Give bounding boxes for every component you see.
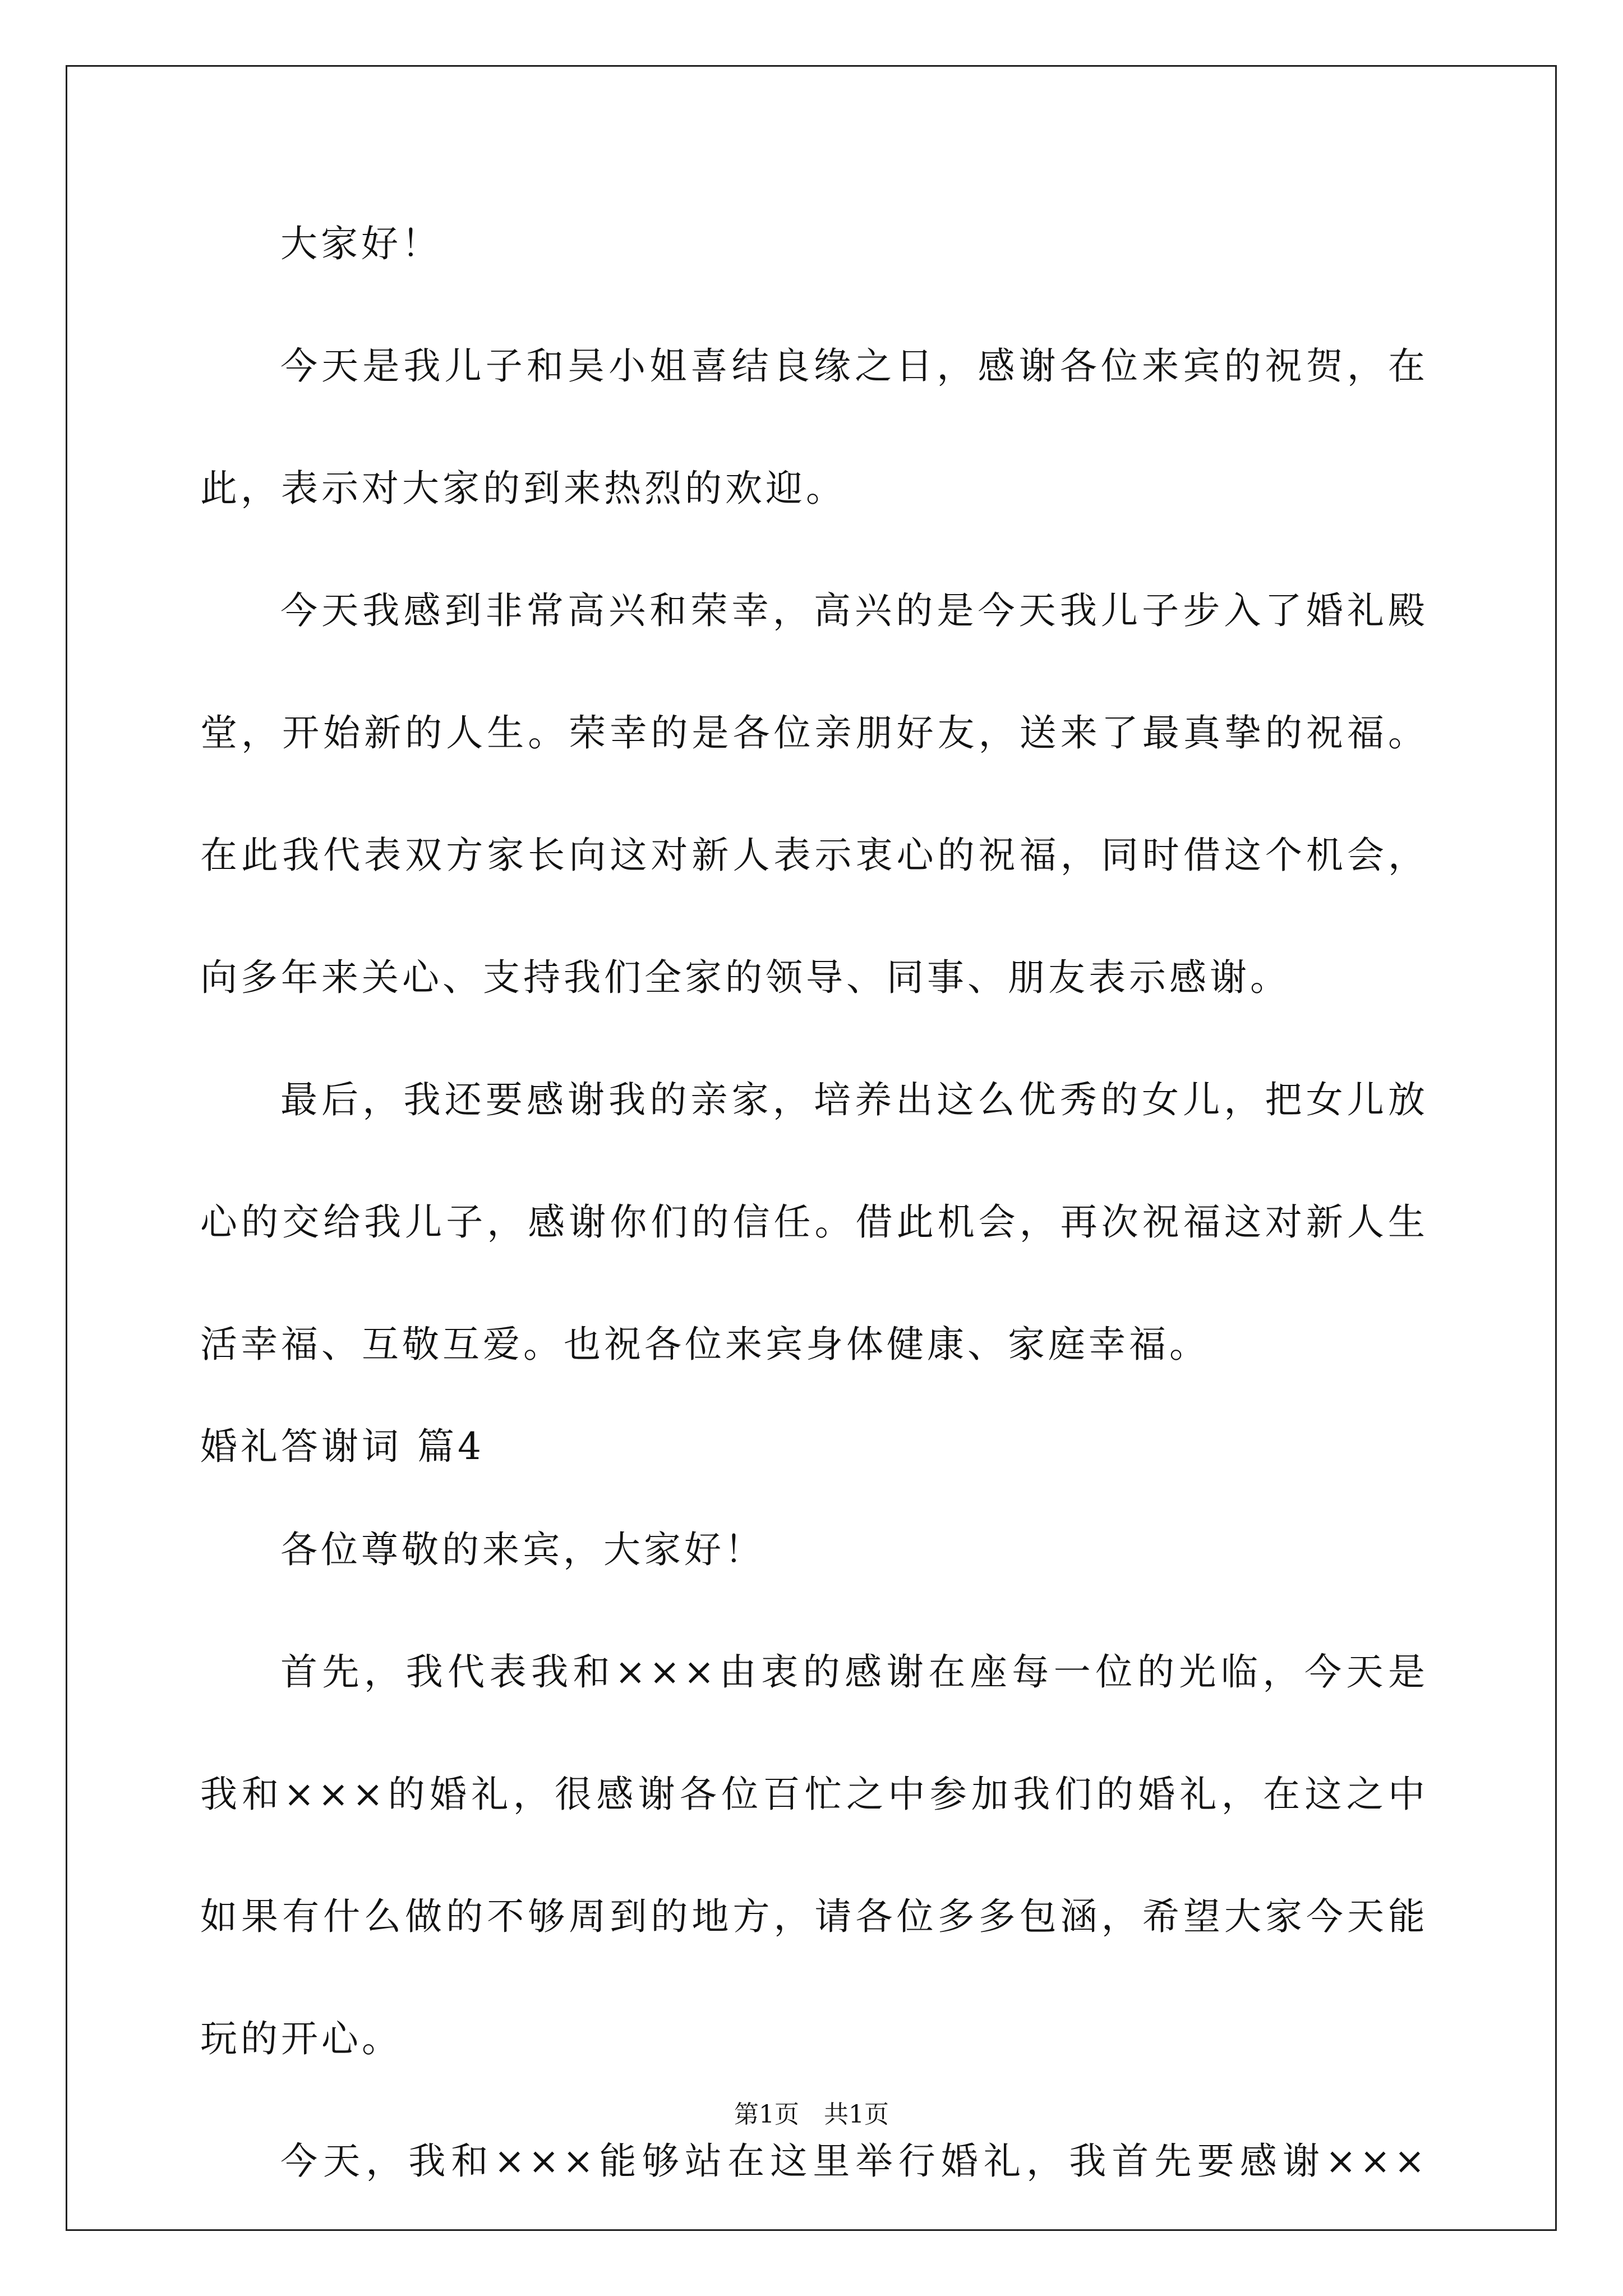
- paragraph-line: 今天，我和×××能够站在这里举行婚礼，我首先要感谢×××: [280, 2139, 1428, 2183]
- paragraph-line: 心的交给我儿子，感谢你们的信任。借此机会，再次祝福这对新人生: [200, 1200, 1428, 1244]
- page-number-footer: 第1页 共1页: [734, 2100, 889, 2129]
- paragraph-line: 此，表示对大家的到来热烈的欢迎。: [200, 467, 846, 510]
- paragraph-line: 玩的开心。: [200, 2017, 402, 2060]
- greeting-line: 大家好！: [280, 222, 442, 265]
- paragraph-line: 向多年来关心、支持我们全家的领导、同事、朋友表示感谢。: [200, 956, 1290, 999]
- paragraph-line: 今天我感到非常高兴和荣幸，高兴的是今天我儿子步入了婚礼殿: [280, 589, 1428, 632]
- paragraph-line: 如果有什么做的不够周到的地方，请各位多多包涵，希望大家今天能: [200, 1895, 1428, 1938]
- paragraph-line: 在此我代表双方家长向这对新人表示衷心的祝福，同时借这个机会，: [200, 834, 1428, 877]
- paragraph-line: 活幸福、互敬互爱。也祝各位来宾身体健康、家庭幸福。: [200, 1323, 1210, 1366]
- paragraph-line: 最后，我还要感谢我的亲家，培养出这么优秀的女儿，把女儿放: [280, 1078, 1428, 1121]
- greeting-line: 各位尊敬的来宾，大家好！: [280, 1528, 765, 1571]
- paragraph-line: 我和×××的婚礼，很感谢各位百忙之中参加我们的婚礼，在这之中: [200, 1773, 1428, 1816]
- paragraph-line: 堂，开始新的人生。荣幸的是各位亲朋好友，送来了最真挚的祝福。: [200, 711, 1428, 754]
- section-heading: 婚礼答谢词 篇4: [200, 1425, 485, 1468]
- paragraph-line: 今天是我儿子和吴小姐喜结良缘之日，感谢各位来宾的祝贺，在: [280, 344, 1428, 388]
- paragraph-line: 首先，我代表我和×××由衷的感谢在座每一位的光临，今天是: [280, 1650, 1428, 1694]
